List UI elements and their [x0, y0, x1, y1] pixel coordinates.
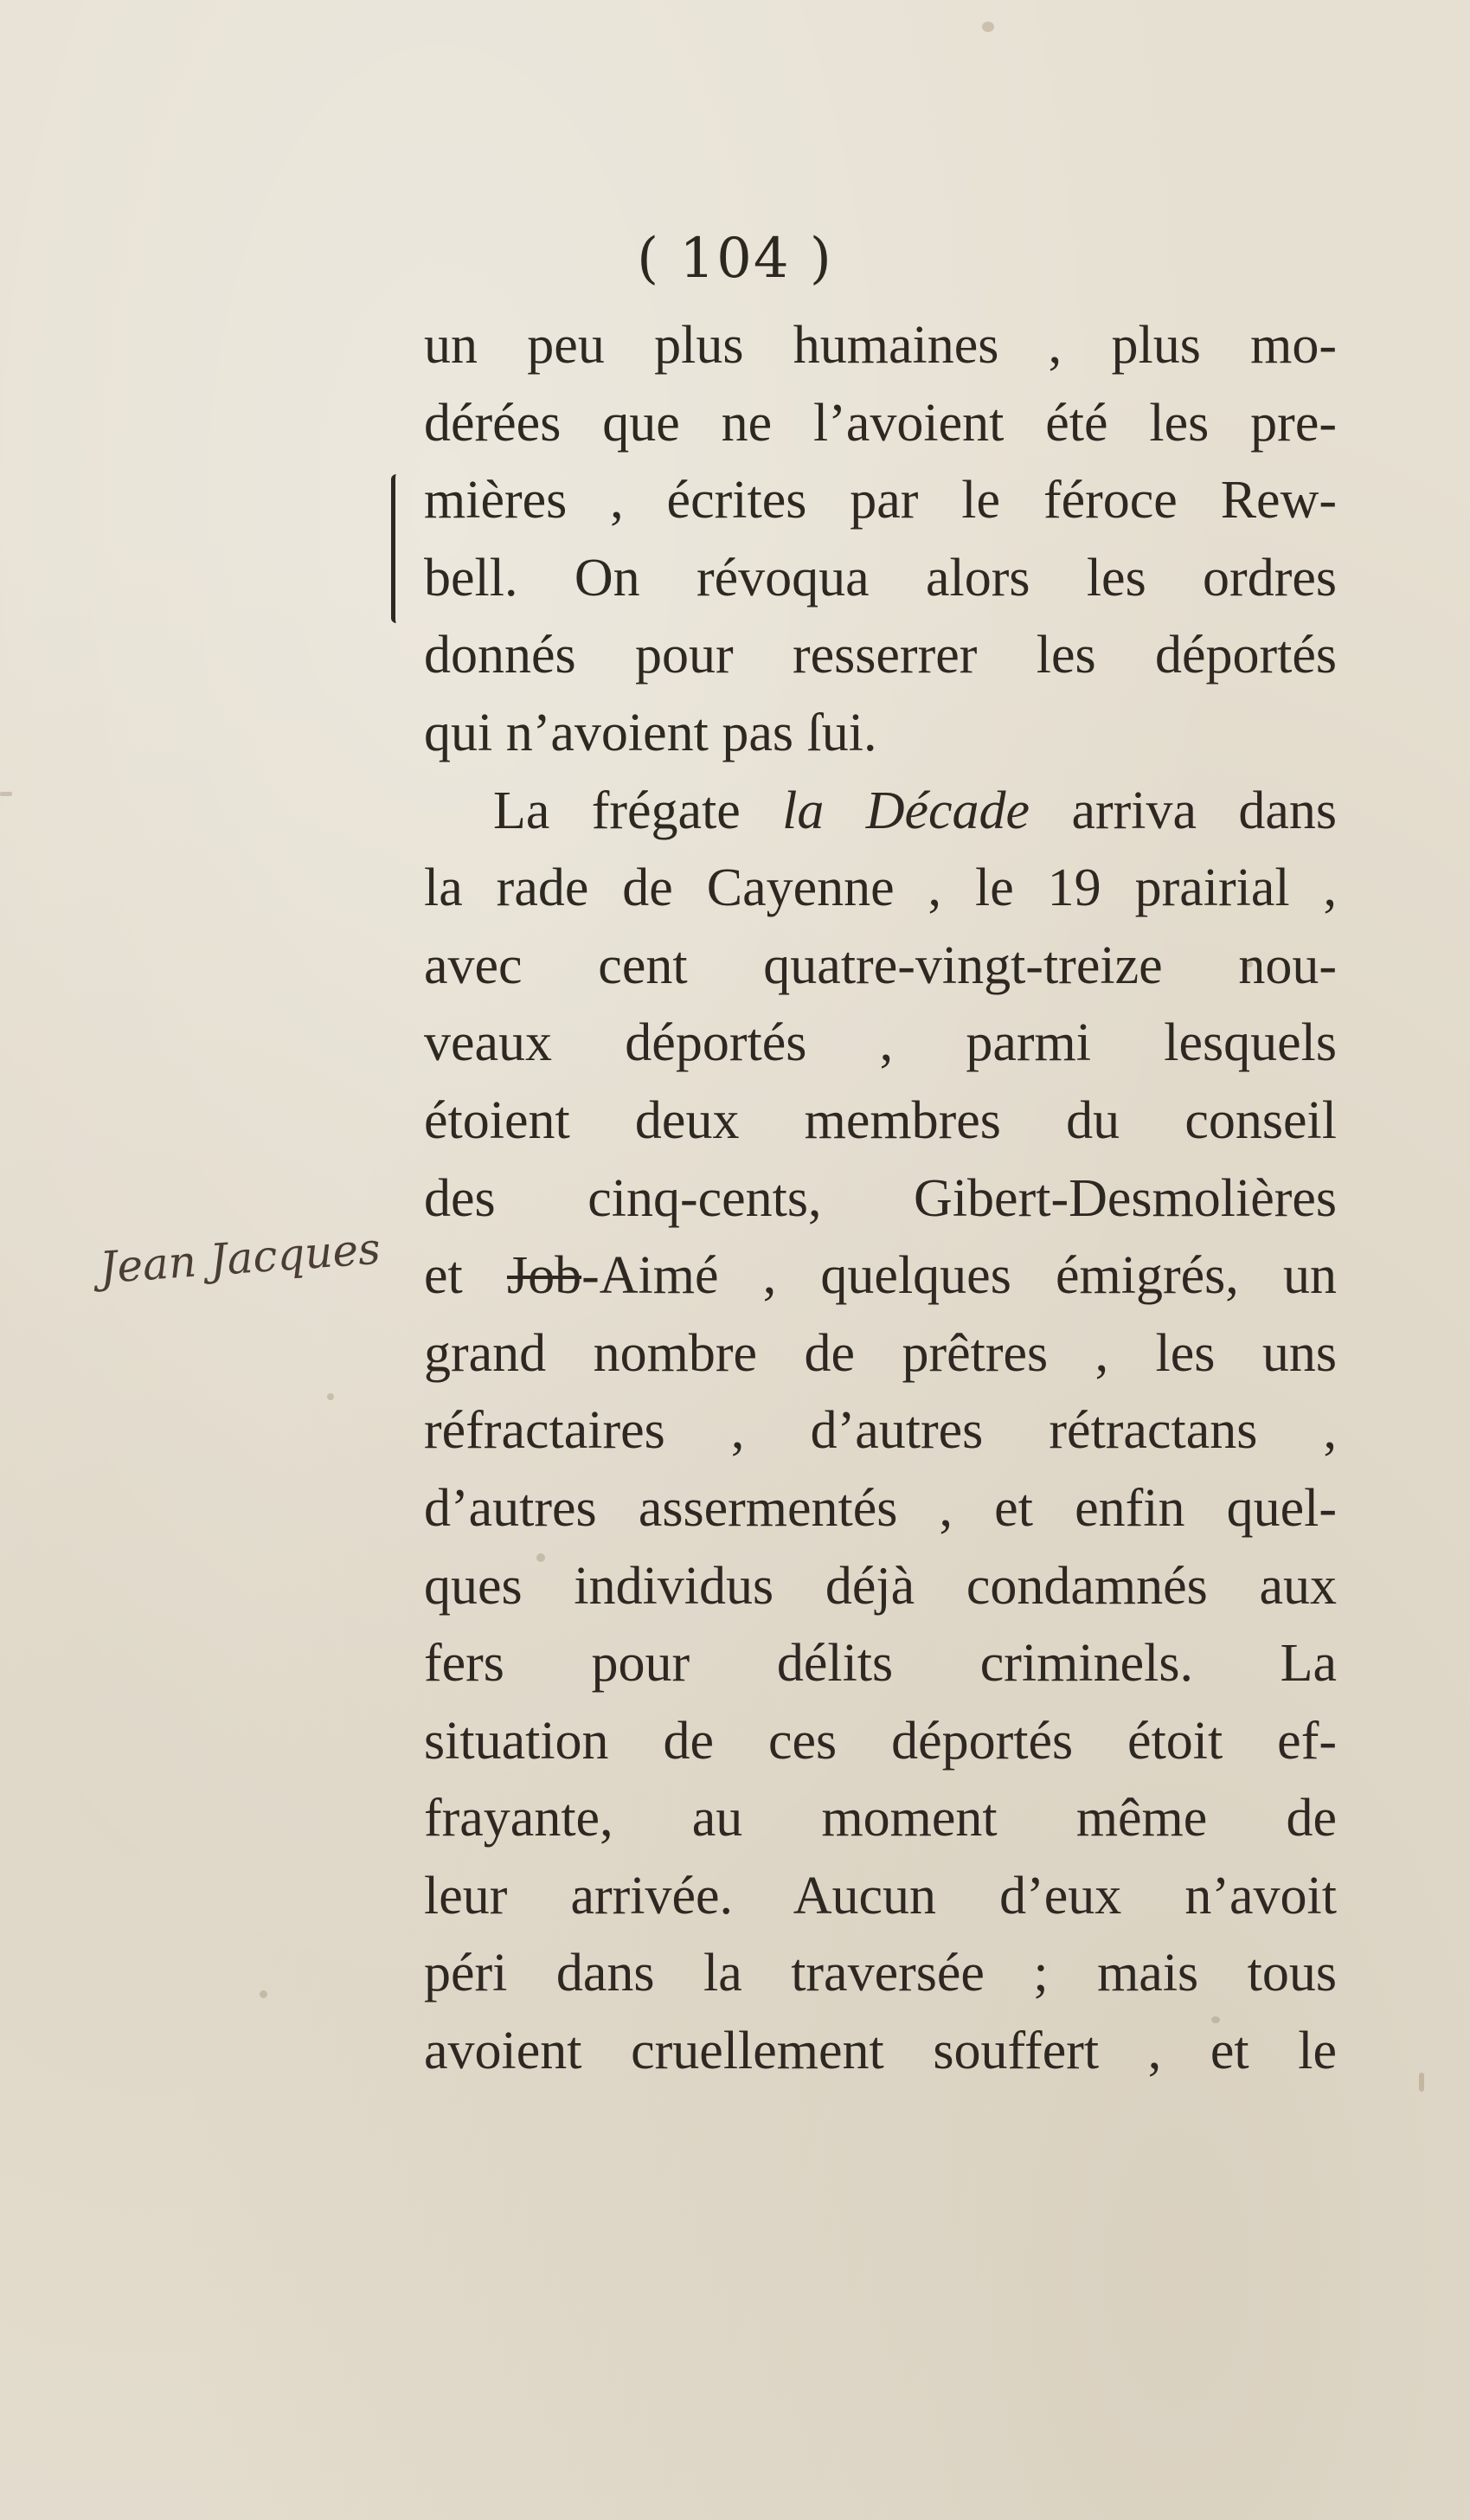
text-line-paragraph-start: [424, 773, 1337, 851]
foxing-spot: [327, 1393, 334, 1400]
text-line: leur arrivée. Aucun d’eux n’avoit: [424, 1866, 1337, 1925]
text-line: des cinq-cents, Gibert-Desmolières: [424, 1168, 1337, 1228]
page-number: ( 104 ): [637, 227, 833, 291]
text-line: veaux déportés , parmi lesquels: [424, 1013, 1337, 1073]
text-line: bell. On révoqua alors les ordres: [424, 548, 1337, 608]
text-line: situation de ces déportés étoit ef-: [424, 1711, 1337, 1771]
text-line: fers pour délits criminels. La: [424, 1634, 1337, 1694]
text-segment: La frégate: [493, 781, 783, 840]
text-line: [424, 1238, 1337, 1315]
text-line: donnés pour resserrer les déportés: [424, 626, 1337, 685]
text-line: grand nombre de prêtres , les uns: [424, 1323, 1337, 1383]
text-line: frayante, au moment même de: [424, 1789, 1337, 1848]
text-line: dérées que ne l’avoient été les pre-: [424, 393, 1337, 453]
text-line: avec cent quatre-vingt-treize nou-: [424, 935, 1337, 995]
ship-name-italic: la Décade: [782, 781, 1030, 840]
text-line: un peu plus humaines , plus mo-: [424, 316, 1337, 375]
text-segment: et: [424, 1246, 507, 1306]
margin-bracket-mark: [391, 474, 404, 623]
text-line: avoient cruellement souffert , et le: [424, 2022, 1337, 2081]
text-segment: -Aimé , quelques émigrés, un: [581, 1246, 1338, 1306]
foxing-spot: [260, 1990, 267, 1998]
text-line: ques individus déjà condamnés aux: [424, 1556, 1337, 1616]
body-text: [424, 307, 1337, 2091]
foxing-spot: [0, 792, 12, 796]
text-segment: arriva dans: [1030, 781, 1338, 840]
struck-word: Job: [506, 1246, 582, 1306]
foxing-spot: [982, 22, 994, 32]
text-line: la rade de Cayenne , le 19 prairial ,: [424, 858, 1337, 918]
text-line: péri dans la traversée ; mais tous: [424, 1944, 1337, 2003]
text-line: d’autres assermentés , et enfin quel-: [424, 1478, 1337, 1538]
foxing-spot: [1419, 2073, 1424, 2092]
text-line: réfractaires , d’autres rétractans ,: [424, 1401, 1337, 1461]
text-line: étoient deux membres du conseil: [424, 1090, 1337, 1150]
text-line: qui n’avoient pas ſui.: [424, 703, 877, 762]
text-line: mières , écrites par le féroce Rew-: [424, 471, 1337, 530]
handwritten-margin-note: Jean Jacques: [98, 1223, 382, 1294]
